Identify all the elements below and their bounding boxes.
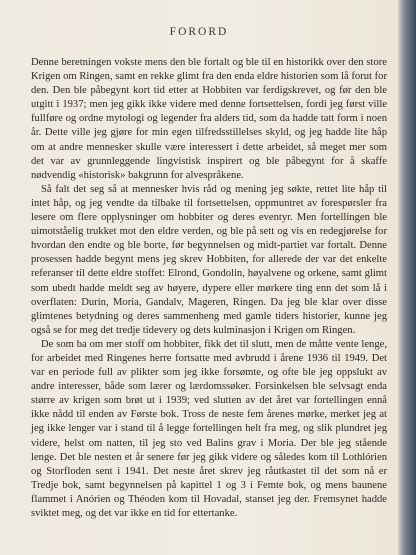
paragraph: Så falt det seg så at mennesker hvis råd og mening jeg søkte, rettet lite håp til intet håp, og jeg vendte da tilbake til fortsettelsen, oppmuntret av forespørsler fra lesere om flere opplysninger om hobbiter og deres eventyr. Men fortellingen ble uimotståelig trukket mot den eldre verden, og ble på sett og vis en redegjørelse for hvordan den endte og ble borte, før begynnelsen og midt-partiet var fortalt. Denne prosessen hadde begynt mens jeg skrev Hobbiten, for allerede der var det enkelte referanser til dette eldre stoffet: Elrond, Gondolin, høyalvene og orkene, samt glimt som ubedt hadde meldt seg av høyere, dypere eller mørkere ting enn det som lå i overflaten: Durin, Moria, Gandalv, Mageren, Ringen. Da jeg ble klar over disse glimtenes betydning og deres sammenheng med gamle tiders historier, kunne jeg også se for meg det tredje tidevery og dets kulminasjon i Krigen om Ringen. bbox=[31, 183, 387, 336]
paragraph: De som ba om mer stoff om hobbiter, fikk det til slutt, men de måtte vente lenge, for arbeidet med Ringenes herre fortsatte med avbrudd i årene 1936 til 1949. Det var en periode full av plikter som jeg ikke forsømte, og ofte ble jeg oppslukt av andre interesser, både som lærer og lærdomssøker. Forsinkelsen ble selvsagt enda større av krigen som brøt ut i 1939; ved slutten av det året var fortellingen ennå ikke nådd til enden av Første bok. Tross de neste fem årenes mørke, merket jeg at jeg ikke lenger var i stand til å legge fortellingen helt fra meg, og slik plundret jeg videre, helst om natten, til jeg sto ved Balins grav i Moria. Der ble jeg stående lenge. Det ble nesten et år senere før jeg gikk videre og således kom til Lothlórien og Storfloden sent i 1941. Det neste året skrev jeg råutkastet til det som nå er Tredje bok, samt begynnelsen på kapittel 1 og 3 i Femte bok, og mens baunene flammet i Anórien og Théoden kom til Hovadal, stanset jeg der. Fremsynet hadde sviktet meg, og det var ikke en tid for ettertanke. bbox=[31, 338, 387, 519]
page-body bbox=[31, 56, 387, 521]
paragraph: Denne beretningen vokste mens den ble fortalt og ble til en historikk over den store Krigen om Ringen, samt en rekke glimt fra den enda eldre historien som lå forut for den. Den ble påbegynt kort tid etter at Hobbiten var ferdigskrevet, og før den ble utgitt i 1937; men jeg gikk ikke videre med denne fortsettelsen, fordi jeg først ville fullføre og ordne mytologi og legender fra alders tid, som da hadde tatt form i noen år. Dette ville jeg gjøre for min egen tilfredsstillelses skyld, og jeg hadde lite håp om at andre mennesker skulle være interessert i dette arbeidet, så meget mer som det var av grunnleggende lingvistisk inspirert og ble påbegynt for å skaffe nødvendig «historisk» bakgrunn for alvespråkene. bbox=[31, 57, 387, 181]
page-edge-shadow bbox=[398, 0, 416, 555]
page-title: FORORD bbox=[169, 26, 229, 38]
